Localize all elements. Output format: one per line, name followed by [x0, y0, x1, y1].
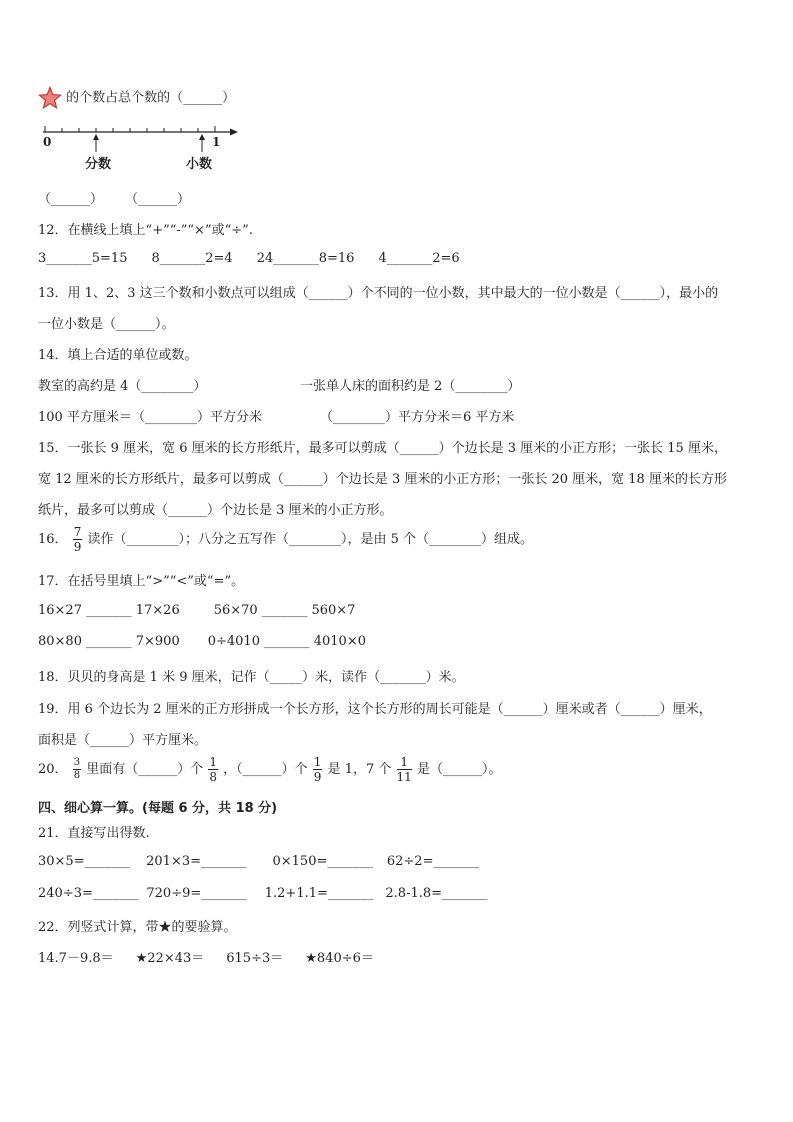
q12-item[interactable]: 4_______2=6 [378, 251, 460, 266]
label-decimal: 小数 [186, 157, 213, 172]
fraction-3-8 [73, 758, 81, 781]
q15-line1: 15．一张长 9 厘米，宽 6 厘米的长方形纸片，最多可以剪成（______）个边长是 3 厘米的小正方形；一张长 15 厘米， [38, 441, 727, 456]
q21-item[interactable]: 62÷2=_______ [386, 854, 479, 869]
numberline-zero: 0 [43, 135, 52, 149]
q21-item[interactable]: 1.2+1.1=_______ [264, 886, 374, 901]
q22-title: 22．列竖式计算，带★的要验算。 [38, 920, 237, 935]
blank-decimal[interactable]: （______） [125, 192, 191, 207]
q17-row2 [38, 634, 366, 649]
q13-line2: 一位小数是（______）。 [38, 317, 175, 332]
q22-item[interactable]: ★840÷6＝ [305, 951, 374, 966]
q20 [38, 756, 501, 783]
fraction-denominator: 9 [313, 770, 322, 784]
q17-item[interactable]: 0÷4010 _______ 4010×0 [207, 634, 366, 649]
fraction-1-8 [208, 756, 218, 783]
q18: 18．贝贝的身高是 1 米 9 厘米，记作（_____）米，读作（_______）米。 [38, 670, 465, 685]
q21-item[interactable]: 30×5=_______ [38, 854, 131, 869]
fraction-1-9 [313, 756, 323, 783]
q21-title: 21．直接写出得数. [38, 826, 150, 841]
star-question-text: 的个数占总个数的（______） [66, 90, 236, 106]
q20-prefix: 20． [38, 762, 68, 777]
q14-d: （________）平方分米＝6 平方米 [320, 410, 515, 425]
q15-line2: 宽 12 厘米的长方形纸片，最多可以剪成（______）个边长是 3 厘米的小正方形；一张长 20 厘米，宽 18 厘米的长方形 [38, 472, 727, 487]
q21-row2 [38, 886, 488, 901]
q12-item[interactable]: 3_______5=15 [38, 251, 128, 266]
q20-text-2: ，（______）个 [223, 762, 308, 777]
fraction-numerator: 1 [397, 756, 412, 770]
star-question [38, 86, 235, 110]
q19-line1: 19．用 6 个边长为 2 厘米的正方形拼成一个长方形，这个长方形的周长可能是（______）厘米或者（______）厘米， [38, 702, 712, 717]
fraction-numerator: 1 [209, 755, 217, 769]
q17-row1 [38, 603, 355, 618]
numberline-one: 1 [212, 135, 221, 149]
q22-items [38, 947, 374, 966]
q21-row1 [38, 854, 479, 869]
q21-item[interactable]: 2.8-1.8=_______ [385, 886, 488, 901]
fraction-denominator: 9 [73, 540, 82, 554]
fraction-numerator: 1 [313, 755, 322, 769]
q17-title: 17．在括号里填上“>”“<”或“=”。 [38, 574, 245, 589]
section-4-heading: 四、细心算一算。(每题 6 分，共 18 分) [38, 801, 278, 816]
q22-item[interactable]: ★22×43＝ [135, 951, 205, 966]
fraction-numerator: 7 [73, 525, 82, 539]
q14-title: 14．填上合适的单位或数。 [38, 348, 198, 363]
q16 [38, 526, 533, 553]
numberline-answers [38, 188, 190, 207]
fraction-denominator: 8 [73, 770, 81, 781]
q17-item[interactable]: 56×70 _______ 560×7 [213, 603, 356, 618]
q20-text-4: 是（______）。 [416, 762, 502, 777]
fraction-numerator: 3 [73, 757, 81, 768]
fraction-denominator: 8 [209, 770, 217, 784]
q22-item[interactable]: 615÷3＝ [226, 951, 284, 966]
q12-item[interactable]: 8_______2=4 [151, 251, 233, 266]
star-icon [38, 86, 62, 110]
q15-line3: 纸片，最多可以剪成（______）个边长是 3 厘米的小正方形。 [38, 503, 393, 518]
q22-item[interactable]: 14.7－9.8＝ [38, 951, 114, 966]
label-fraction: 分数 [85, 157, 112, 172]
q13-line1: 13．用 1、2、3 这三个数和小数点可以组成（______）个不同的一位小数，其中最大的一位小数是（______），最小的 [38, 286, 719, 301]
q16-text: 读作（________）；八分之五写作（________），是由 5 个（________）组成。 [87, 532, 534, 547]
q17-item[interactable]: 16×27 _______ 17×26 [38, 603, 180, 618]
q16-prefix: 16． [38, 532, 68, 547]
q14-b: 一张单人床的面积约是 2（________） [300, 379, 521, 394]
fraction-7-9 [73, 526, 83, 553]
q20-text-1: 里面有（______）个 [86, 762, 204, 777]
q12-item[interactable]: 24_______8=16 [256, 251, 355, 266]
q12-items [38, 251, 460, 266]
q17-item[interactable]: 80×80 _______ 7×900 [38, 634, 180, 649]
q21-item[interactable]: 240÷3=_______ [38, 886, 139, 901]
fraction-1-11 [397, 756, 412, 783]
q20-text-3: 是 1，7 个 [327, 762, 392, 777]
q21-item[interactable]: 720÷9=_______ [146, 886, 247, 901]
blank-fraction[interactable]: （______） [38, 192, 104, 207]
q14-c: 100 平方厘米＝（________）平方分米 [38, 410, 262, 425]
q12-title: 12．在横线上填上“+”“-”“×”或“÷”. [38, 223, 253, 238]
q19-line2: 面积是（______）平方厘米。 [38, 733, 208, 748]
number-line [36, 120, 296, 180]
q21-item[interactable]: 201×3=_______ [146, 854, 247, 869]
q14-a: 教室的高约是 4（________） [38, 379, 207, 394]
q21-item[interactable]: 0×150=_______ [272, 854, 373, 869]
fraction-denominator: 11 [396, 770, 412, 784]
